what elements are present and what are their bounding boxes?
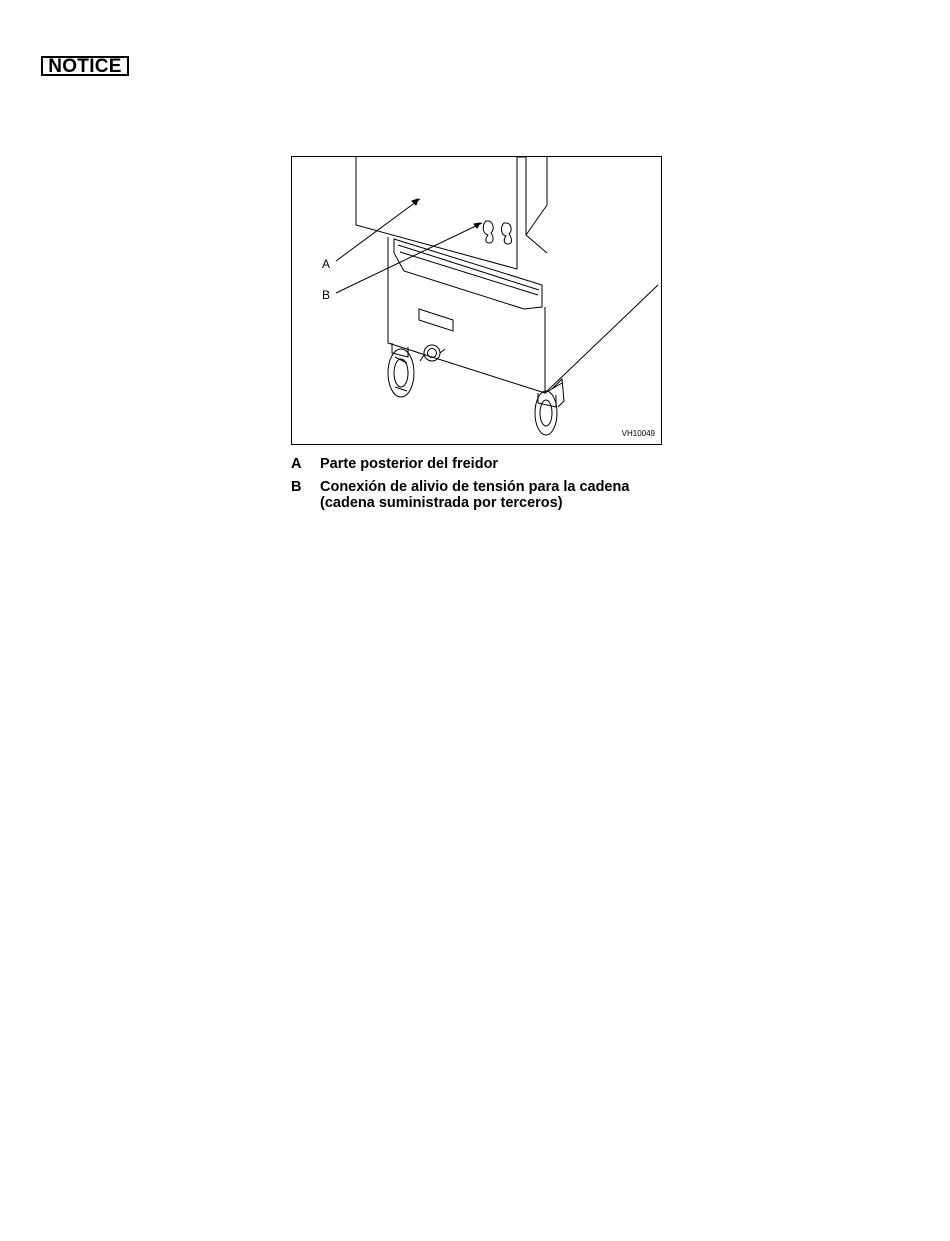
legend-text	[320, 479, 691, 511]
legend-line: Conexión de alivio de tensión para la cadena	[320, 479, 630, 495]
figure-legend	[291, 456, 691, 518]
legend-line: (cadena suministrada por terceros)	[320, 495, 563, 511]
legend-text	[320, 456, 691, 472]
callout-a: A	[322, 257, 331, 271]
legend-line: Parte posterior del freidor	[320, 456, 499, 472]
figure-id: VH10049	[621, 429, 655, 438]
notice-label: NOTICE	[41, 56, 129, 76]
legend-item-a	[291, 456, 691, 472]
legend-item-b	[291, 479, 691, 511]
callout-b: B	[322, 288, 331, 302]
fryer-drawing	[292, 157, 662, 445]
legend-key: A	[291, 456, 302, 472]
legend-key: B	[291, 479, 302, 495]
fryer-illustration	[291, 156, 662, 445]
